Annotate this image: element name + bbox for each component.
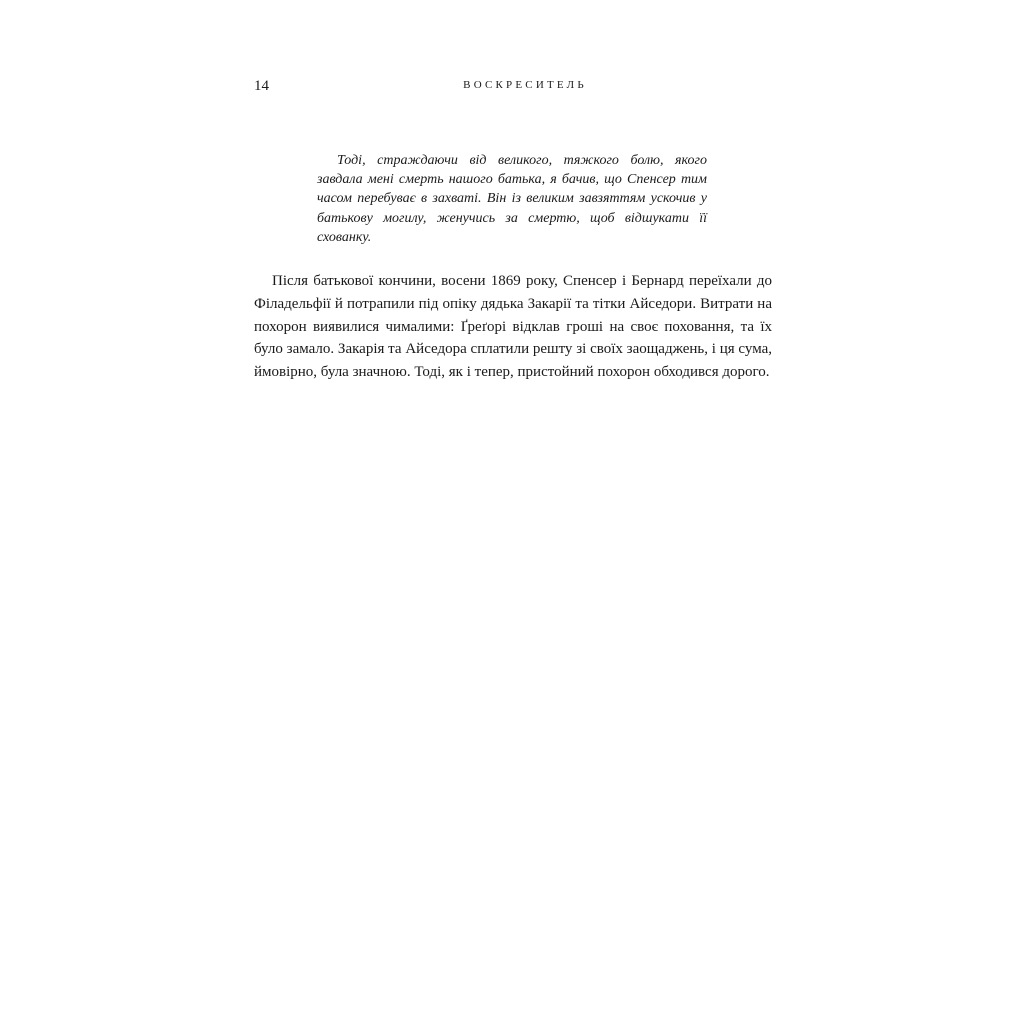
body-paragraph: Після батькової кончини, восени 1869 року, Спенсер і Бернард переїхали до Філадельфії й потрапили під опіку дядька Закарії та тітки Айседори. Витрати на похорон виявилися чималими: Ґреґорі відклав гроші на своє поховання, та їх було замало. Закарія та Айседора сплатили решту зі своїх заощаджень, і ця сума, ймовірно, була значною. Тоді, як і тепер, пристойний похорон обходився дорого. — [254, 273, 772, 381]
book-title: ВОСКРЕСИТЕЛЬ — [463, 79, 587, 91]
epigraph-text: Тоді, страждаючи від великого, тяжкого болю, якого завдала мені смерть нашого батька, я бачив, що Спенсер тим часом перебуває в захваті. Він із великим завзяттям ускочив у батькову могилу, женучись за смертю, щоб відшукати її схованку. — [317, 153, 707, 245]
body-text — [254, 270, 772, 384]
epigraph — [317, 151, 707, 247]
running-head — [254, 76, 772, 96]
page-number: 14 — [254, 78, 269, 94]
